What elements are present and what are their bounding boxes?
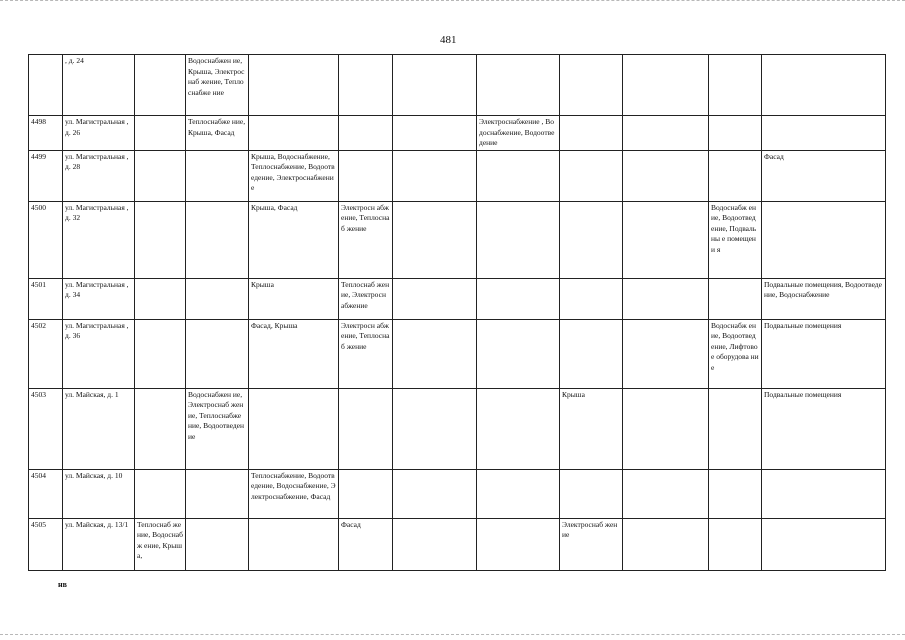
cell-col-7 bbox=[393, 150, 477, 201]
cell-address: ул. Магистральная , д. 32 bbox=[63, 201, 135, 278]
cell-col-6 bbox=[339, 388, 393, 469]
cell-col-7 bbox=[393, 55, 477, 116]
cell-col-11: Водоснабж ение, Водоотвед ение, Лифтовое оборудова ние bbox=[709, 319, 762, 388]
cell-col-11 bbox=[709, 55, 762, 116]
table-row bbox=[29, 116, 886, 151]
table-row bbox=[29, 518, 886, 570]
cell-address: ул. Майская, д. 13/1 bbox=[63, 518, 135, 570]
cell-col-6 bbox=[339, 55, 393, 116]
cell-col-3 bbox=[135, 469, 186, 518]
table-row bbox=[29, 319, 886, 388]
page-number: 481 bbox=[440, 34, 457, 46]
cell-row-number: 4502 bbox=[29, 319, 63, 388]
cell-col-12 bbox=[762, 201, 886, 278]
cell-col-3 bbox=[135, 116, 186, 151]
cell-col-11 bbox=[709, 116, 762, 151]
cell-col-3 bbox=[135, 201, 186, 278]
cell-address: ул. Магистральная , д. 36 bbox=[63, 319, 135, 388]
cell-col-10 bbox=[623, 116, 709, 151]
cell-col-12 bbox=[762, 518, 886, 570]
cell-col-7 bbox=[393, 518, 477, 570]
cell-col-6 bbox=[339, 469, 393, 518]
cell-col-5 bbox=[249, 388, 339, 469]
cell-col-3 bbox=[135, 150, 186, 201]
cell-col-8 bbox=[477, 55, 560, 116]
cell-row-number: 4500 bbox=[29, 201, 63, 278]
cell-col-9: Крыша bbox=[560, 388, 623, 469]
cell-row-number: 4505 bbox=[29, 518, 63, 570]
cell-row-number: 4503 bbox=[29, 388, 63, 469]
cell-col-6: Теплоснаб жение, Электросн абжение bbox=[339, 278, 393, 319]
footer-mark: нв bbox=[58, 580, 67, 589]
cell-col-5: Фасад, Крыша bbox=[249, 319, 339, 388]
cell-col-9 bbox=[560, 319, 623, 388]
cell-col-8 bbox=[477, 201, 560, 278]
cell-col-7 bbox=[393, 388, 477, 469]
cell-address: ул. Магистральная , д. 28 bbox=[63, 150, 135, 201]
cell-col-10 bbox=[623, 150, 709, 201]
scan-edge-bottom bbox=[0, 634, 905, 637]
cell-address: ул. Майская, д. 1 bbox=[63, 388, 135, 469]
cell-col-12: Подвальные помещения bbox=[762, 388, 886, 469]
cell-col-6: Электросн абжение, Теплоснаб жение bbox=[339, 201, 393, 278]
cell-col-10 bbox=[623, 201, 709, 278]
cell-col-10 bbox=[623, 518, 709, 570]
cell-col-4: Водоснабжен ие, Электроснаб жение, Теплоснабже ние, Водоотведен ие bbox=[186, 388, 249, 469]
cell-col-4 bbox=[186, 518, 249, 570]
cell-col-9 bbox=[560, 55, 623, 116]
cell-col-12: Фасад bbox=[762, 150, 886, 201]
table-row bbox=[29, 150, 886, 201]
cell-col-6: Фасад bbox=[339, 518, 393, 570]
table-body bbox=[29, 55, 886, 571]
cell-col-8 bbox=[477, 469, 560, 518]
cell-col-10 bbox=[623, 388, 709, 469]
table-row bbox=[29, 469, 886, 518]
cell-col-8 bbox=[477, 150, 560, 201]
cell-col-10 bbox=[623, 469, 709, 518]
cell-col-6 bbox=[339, 116, 393, 151]
cell-address: , д. 24 bbox=[63, 55, 135, 116]
cell-col-5 bbox=[249, 116, 339, 151]
cell-col-11: Водоснабж ение, Водоотвед ение, Подвальны е помещени я bbox=[709, 201, 762, 278]
cell-col-5: Крыша, Водоснабжение, Теплоснабжение, Водоотведение, Электроснабжение bbox=[249, 150, 339, 201]
table-row bbox=[29, 55, 886, 116]
cell-row-number: 4501 bbox=[29, 278, 63, 319]
cell-col-6 bbox=[339, 150, 393, 201]
cell-col-8: Электроснабжение , Водоснабжение, Водоотведение bbox=[477, 116, 560, 151]
cell-col-11 bbox=[709, 518, 762, 570]
cell-col-8 bbox=[477, 278, 560, 319]
cell-col-4 bbox=[186, 150, 249, 201]
cell-col-7 bbox=[393, 469, 477, 518]
cell-col-8 bbox=[477, 388, 560, 469]
cell-address: ул. Магистральная , д. 34 bbox=[63, 278, 135, 319]
cell-col-7 bbox=[393, 116, 477, 151]
cell-row-number bbox=[29, 55, 63, 116]
cell-col-4 bbox=[186, 469, 249, 518]
cell-col-6: Электросн абжение, Теплоснаб жение bbox=[339, 319, 393, 388]
cell-col-10 bbox=[623, 55, 709, 116]
cell-address: ул. Магистральная , д. 26 bbox=[63, 116, 135, 151]
cell-col-11 bbox=[709, 469, 762, 518]
cell-col-11 bbox=[709, 278, 762, 319]
cell-col-9 bbox=[560, 278, 623, 319]
cell-col-9 bbox=[560, 201, 623, 278]
cell-col-8 bbox=[477, 518, 560, 570]
cell-col-4: Теплоснабже ние, Крыша, Фасад bbox=[186, 116, 249, 151]
table-row bbox=[29, 388, 886, 469]
cell-col-8 bbox=[477, 319, 560, 388]
cell-row-number: 4504 bbox=[29, 469, 63, 518]
cell-col-11 bbox=[709, 150, 762, 201]
cell-col-5: Крыша, Фасад bbox=[249, 201, 339, 278]
cell-col-9: Электроснаб жение bbox=[560, 518, 623, 570]
scan-edge-top bbox=[0, 0, 905, 3]
cell-col-4 bbox=[186, 278, 249, 319]
cell-col-7 bbox=[393, 319, 477, 388]
cell-col-4 bbox=[186, 201, 249, 278]
table-row bbox=[29, 201, 886, 278]
cell-col-4 bbox=[186, 319, 249, 388]
cell-col-5 bbox=[249, 518, 339, 570]
cell-row-number: 4499 bbox=[29, 150, 63, 201]
cell-col-3 bbox=[135, 55, 186, 116]
cell-col-7 bbox=[393, 201, 477, 278]
cell-col-10 bbox=[623, 278, 709, 319]
table-row bbox=[29, 278, 886, 319]
cell-col-4: Водоснабжен ие, Крыша, Электроснаб жение, Теплоснабже ние bbox=[186, 55, 249, 116]
cell-col-9 bbox=[560, 469, 623, 518]
cell-address: ул. Майская, д. 10 bbox=[63, 469, 135, 518]
cell-col-12 bbox=[762, 55, 886, 116]
cell-col-3: Теплоснаб жение, Водоснабж ение, Крыша, bbox=[135, 518, 186, 570]
cell-col-5 bbox=[249, 55, 339, 116]
cell-col-12: Подвальные помещения bbox=[762, 319, 886, 388]
cell-col-12 bbox=[762, 116, 886, 151]
cell-col-5: Теплоснабжение, Водоотведение, Водоснабжение, Электроснабжение, Фасад bbox=[249, 469, 339, 518]
cell-col-3 bbox=[135, 319, 186, 388]
cell-col-12: Подвальные помещения, Водоотведение, Водоснабжение bbox=[762, 278, 886, 319]
cell-col-5: Крыша bbox=[249, 278, 339, 319]
cell-col-3 bbox=[135, 388, 186, 469]
cell-col-3 bbox=[135, 278, 186, 319]
cell-col-7 bbox=[393, 278, 477, 319]
cell-row-number: 4498 bbox=[29, 116, 63, 151]
repair-schedule-table bbox=[28, 54, 886, 571]
cell-col-12 bbox=[762, 469, 886, 518]
cell-col-9 bbox=[560, 116, 623, 151]
cell-col-11 bbox=[709, 388, 762, 469]
cell-col-9 bbox=[560, 150, 623, 201]
cell-col-10 bbox=[623, 319, 709, 388]
